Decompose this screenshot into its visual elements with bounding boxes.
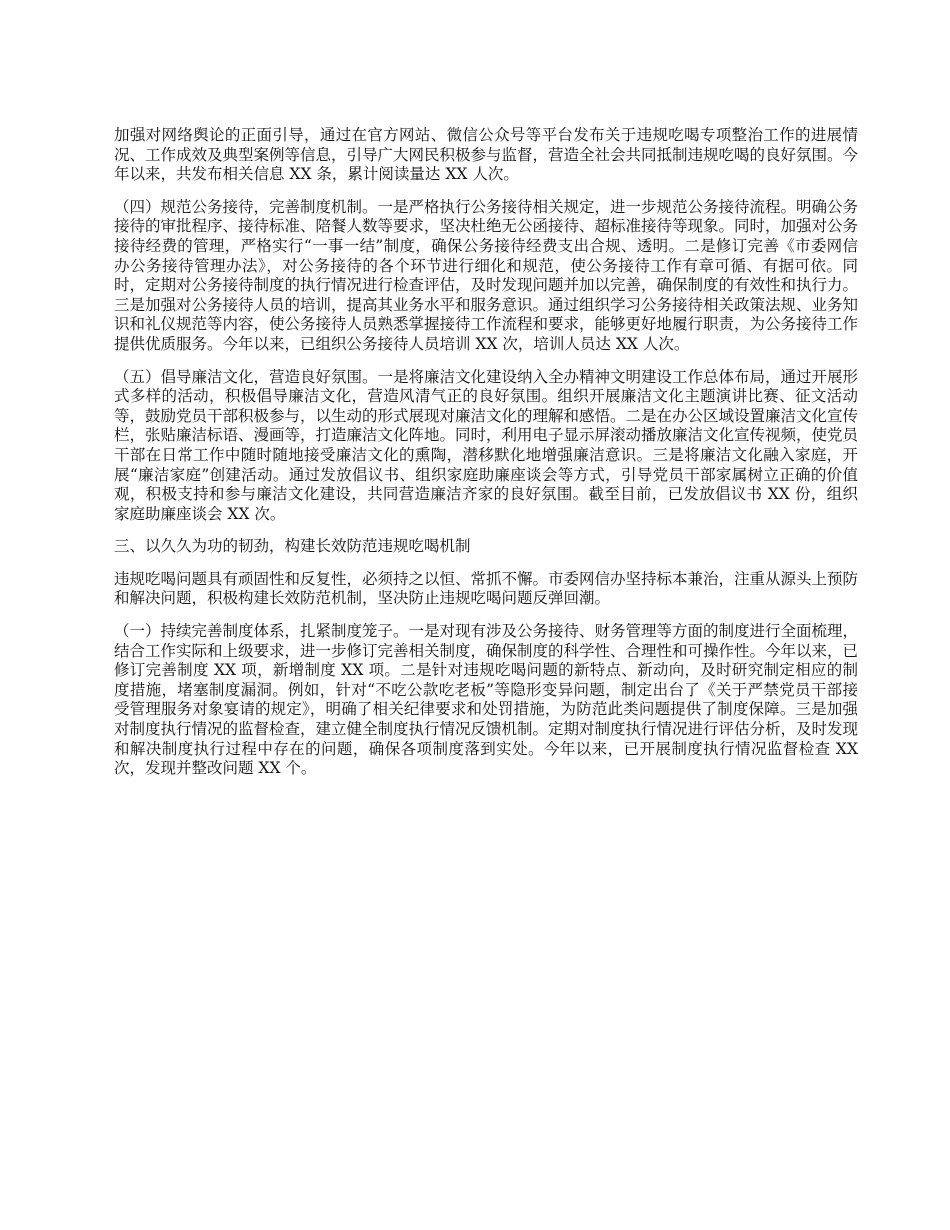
paragraph-system-improvement: （一）持续完善制度体系，扎紧制度笼子。一是对现有涉及公务接待、财务管理等方面的制度进行全面梳理，结合工作实际和上级要求，进一步修订完善相关制度，确保制度的科学性、合理性和可操作性。今年以来，已修订完善制度 XX 项，新增制度 XX 项。二是针对违规吃喝问题的新特点、新动向，及时研究制定相应的制度措施，堵塞制度漏洞。例如，针对“不吃公款吃老板”等隐形变异问题，制定出台了《关于严禁党员干部接受管理服务对象宴请的规定》，明确了相关纪律要求和处罚措施，为防范此类问题提供了制度保障。三是加强对制度执行情况的监督检查，建立健全制度执行情况反馈机制。定期对制度执行情况进行评估分析，及时发现和解决制度执行过程中存在的问题，确保各项制度落到实处。今年以来，已开展制度执行情况监督检查 XX 次，发现并整改问题 XX 个。 bbox=[114, 622, 859, 778]
paragraph-official-reception: （四）规范公务接待，完善制度机制。一是严格执行公务接待相关规定，进一步规范公务接待流程。明确公务接待的审批程序、接待标准、陪餐人数等要求，坚决杜绝无公函接待、超标准接待等现象。同时，加强对公务接待经费的管理，严格实行“一事一结”制度，确保公务接待经费支出合规、透明。二是修订完善《市委网信办公务接待管理办法》，对公务接待的各个环节进行细化和规范，使公务接待工作有章可循、有据可依。同时，定期对公务接待制度的执行情况进行检查评估，及时发现问题并加以完善，确保制度的有效性和执行力。三是加强对公务接待人员的培训，提高其业务水平和服务意识。通过组织学习公务接待相关政策法规、业务知识和礼仪规范等内容，使公务接待人员熟悉掌握接待工作流程和要求，能够更好地履行职责，为公务接待工作提供优质服务。今年以来，已组织公务接待人员培训 XX 次，培训人员达 XX 人次。 bbox=[114, 197, 859, 353]
document-page bbox=[114, 126, 858, 792]
section-heading: 三、以久久为功的韧劲，构建长效防范违规吃喝机制 bbox=[114, 537, 471, 556]
paragraph-public-opinion: 加强对网络舆论的正面引导，通过在官方网站、微信公众号等平台发布关于违规吃喝专项整治工作的进展情况、工作成效及典型案例等信息，引导广大网民积极参与监督，营造全社会共同抵制违规吃喝的良好氛围。今年以来，共发布相关信息 XX 条，累计阅读量达 XX 人次。 bbox=[114, 126, 859, 184]
paragraph-integrity-culture: （五）倡导廉洁文化，营造良好氛围。一是将廉洁文化建设纳入全办精神文明建设工作总体布局，通过开展形式多样的活动，积极倡导廉洁文化，营造风清气正的良好氛围。组织开展廉洁文化主题演讲比赛、征文活动等，鼓励党员干部积极参与，以生动的形式展现对廉洁文化的理解和感悟。二是在办公区域设置廉洁文化宣传栏，张贴廉洁标语、漫画等，打造廉洁文化阵地。同时，利用电子显示屏滚动播放廉洁文化宣传视频，使党员干部在日常工作中随时随地接受廉洁文化的熏陶，潜移默化地增强廉洁意识。三是将廉洁文化融入家庭，开展“廉洁家庭”创建活动。通过发放倡议书、组织家庭助廉座谈会等方式，引导党员干部家属树立正确的价值观，积极支持和参与廉洁文化建设，共同营造廉洁齐家的良好氛围。截至目前，已发放倡议书 XX 份，组织家庭助廉座谈会 XX 次。 bbox=[114, 367, 859, 523]
section-intro-paragraph: 违规吃喝问题具有顽固性和反复性，必须持之以恒、常抓不懈。市委网信办坚持标本兼治，注重从源头上预防和解决问题，积极构建长效防范机制，坚决防止违规吃喝问题反弹回潮。 bbox=[114, 569, 859, 608]
